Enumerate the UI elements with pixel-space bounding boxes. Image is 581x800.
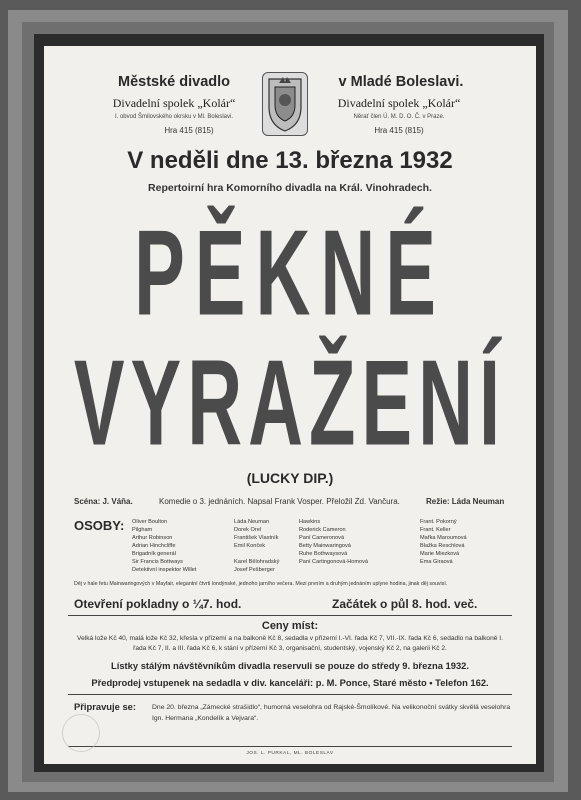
prepare-label: Připravuje se: xyxy=(74,701,137,712)
printer-credit: JOS. L. PURKAL, ML. BOLESLAV xyxy=(246,751,334,756)
cast-role: Sir Francis Bottways xyxy=(132,559,183,565)
cast-role: Betty Mainwaringová xyxy=(299,543,351,549)
cast-role: Brigadník generál xyxy=(132,551,176,557)
cast-actor: Mařka Maroumová xyxy=(420,535,467,541)
cast-actor: Emil Konček xyxy=(234,543,266,549)
play-title-line1: PĚKNÉ xyxy=(134,205,446,342)
presale-note: Předprodej vstupenek na sedadla v div. kanceláři: p. M. Ponce, Staré město • Telefon 162. xyxy=(91,677,489,688)
osoby-label: OSOBY: xyxy=(74,518,125,533)
cast-role: Paní Cartingonová-Homová xyxy=(299,559,369,565)
cast-column-roles-2 xyxy=(299,518,368,566)
reservation-note: Lístky stálým návštěvníkům divadla reservuli se pouze do středy 9. března 1932. xyxy=(111,660,469,671)
cast-role: Arthur Robinson xyxy=(132,535,173,541)
divider xyxy=(68,615,512,616)
cast-column-actors-2 xyxy=(420,518,467,566)
cast-actor: Marie Miezková xyxy=(420,551,460,557)
poster-paper xyxy=(44,46,536,764)
cast-actor: Ema Giraová xyxy=(420,559,453,565)
header-right-play: Hra 415 (815) xyxy=(374,126,424,135)
play-title-line2: VYRAŽENÍ xyxy=(73,335,507,472)
cast-role: Adrian Hinchcliffe xyxy=(132,543,176,549)
cast-actor: Blažka Reschlová xyxy=(420,543,465,549)
divider xyxy=(68,694,512,695)
credits-komedie: Komedie o 3. jednáních. Napsal Frank Vosper. Přeložil Zd. Vančura. xyxy=(159,497,400,506)
cast-actor xyxy=(234,550,279,558)
cast-role: Hawkins xyxy=(299,519,321,525)
cast-actor: František Vlastník xyxy=(234,535,279,541)
start-time: Začátek o půl 8. hod. več. xyxy=(332,597,478,611)
cast-role: Roderick Cameron xyxy=(299,527,346,533)
cast-column-roles-1 xyxy=(132,518,196,574)
header-left-small: I. obvod Šmilovského okrsku v Ml. Boleslavi. xyxy=(114,114,234,120)
repertoire-note: Repertoirní hra Komorního divadla na Král. Vinohradech. xyxy=(148,182,432,194)
header-left-title: Městské divadlo xyxy=(117,74,230,90)
header-right-title: v Mladé Boleslavi. xyxy=(338,74,464,90)
stamp-icon xyxy=(62,714,100,752)
cast-actor: Karel Bělohradský xyxy=(234,559,280,565)
cast-role: Oliver Boulton xyxy=(132,519,168,525)
cast-role: Ruhe Bothwaysová xyxy=(299,551,348,557)
divider xyxy=(68,746,512,747)
header-left-play: Hra 415 (815) xyxy=(164,126,214,135)
prices-title: Ceny míst: xyxy=(261,620,319,632)
cast-column-actors-1 xyxy=(234,518,279,574)
town-crest-icon xyxy=(262,72,308,136)
prepare-text: Dne 20. března „Zámecké strašidlo“, humorná veselohra od Rajské-Šmolíkové. Na velikonoční svátky skvělá veselohra Ign. Hermana „Kondelík a Vejvara“. xyxy=(152,704,511,722)
cast-actor: Frant. Keller xyxy=(420,527,451,533)
performance-date: V neděli dne 13. března 1932 xyxy=(127,147,453,174)
cast-role: Pilgham xyxy=(132,527,153,533)
cast-actor: Dorek Orel xyxy=(234,527,262,533)
header-left-sub: Divadelní spolek „Kolár“ xyxy=(112,96,236,110)
cast-role: Paní Cameronová xyxy=(299,535,345,541)
cast-actor: Frant. Pokorný xyxy=(420,519,457,525)
box-office-time: Otevření pokladny o ¼7. hod. xyxy=(74,597,242,611)
cast-actor: Láda Neuman xyxy=(234,519,270,525)
cast-role: Detektivní inspektor Willet xyxy=(132,567,197,573)
setting-note: Děj v hale fetu Mainwaringových v Mayfair, elegantní čtvrti londýnské, jednoho jarního večera. Mezi prvním a druhým jednáním uplyne hodina, jinak děj souvisí. xyxy=(74,581,448,587)
prices-text: Velká lože Kč 40, malá lože Kč 32, křesla v přízemí a na balkoně Kč 8, sedadla v přízemí I.-VI. řada Kč 7, VII.-IX. řada Kč 6, sedadlo na balkoně I. řada Kč 7, II. a III. řada Kč 6, k stání v přízemí Kč 3, organisační, studentský, vojenský Kč 2, na galerii Kč 2. xyxy=(77,635,503,652)
credits-scena: Scéna: J. Váňa. xyxy=(74,497,133,506)
cast-actor: Josef Pešberger xyxy=(234,567,275,573)
credits-rezie: Režie: Láda Neuman xyxy=(426,497,505,506)
header-right-sub: Divadelní spolek „Kolár“ xyxy=(337,96,461,110)
header-right-small: Něrať člen Ú. M. D. O. Č. v Praze. xyxy=(353,114,445,120)
play-subtitle: (LUCKY DIP.) xyxy=(246,470,334,486)
